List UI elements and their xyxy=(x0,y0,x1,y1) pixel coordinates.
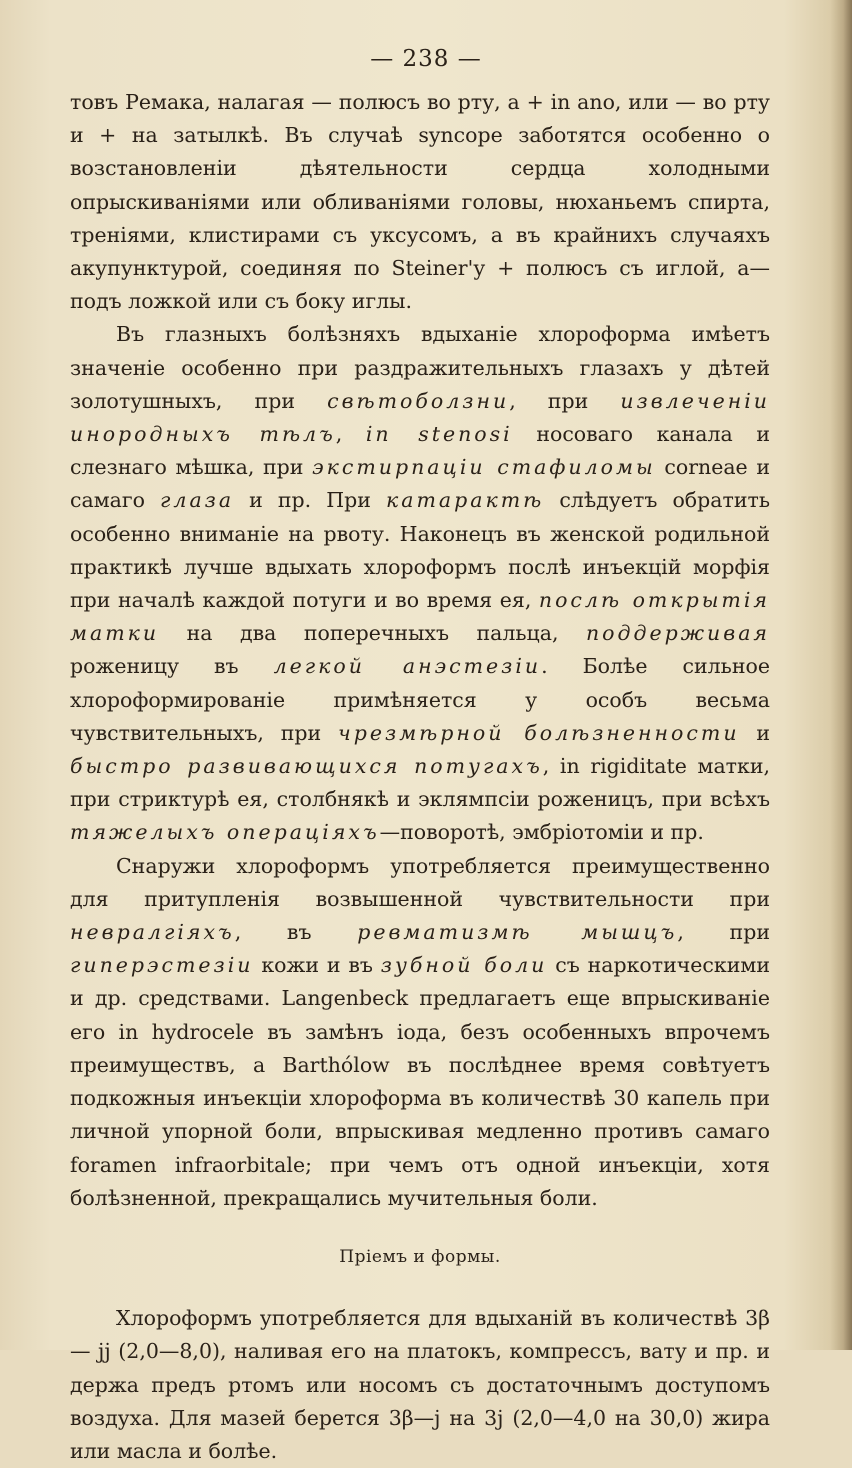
emphasized-term: экстирпаціи стафиломы xyxy=(312,455,656,480)
text-run: Снаружи хлороформъ употребляется преимущественно для притупленія возвышенной чувствительности при xyxy=(70,853,770,911)
text-run: , при xyxy=(509,388,621,413)
emphasized-term: извлеченіи инородныхъ тѣлъ xyxy=(70,388,771,447)
emphasized-term: свѣтоболзни xyxy=(327,388,510,413)
text-run: и пр. При xyxy=(234,488,386,513)
text-run: слѣдуетъ обратить особенно вниманіе на рвоту. Наконецъ въ женской родильной практикѣ лучше вдыхать хлороформъ послѣ инъекцій морфія при началѣ каждой потуги и во время ея, xyxy=(70,488,770,613)
text-run: Въ глазныхъ болѣзняхъ вдыханіе хлороформа имѣетъ значеніе особенно при раздражительныхъ глазахъ у дѣтей золотушныхъ, при xyxy=(70,322,770,413)
paragraph xyxy=(70,318,770,849)
paragraph xyxy=(70,850,770,1215)
text-run: , xyxy=(335,422,366,447)
page-number: — 238 — xyxy=(370,46,482,72)
text-run: и xyxy=(739,720,770,745)
emphasized-term: поддерживая xyxy=(585,621,770,646)
paragraphs-container xyxy=(70,86,770,1215)
emphasized-term: послѣ открытія матки xyxy=(70,588,770,646)
page-edge-shadow xyxy=(830,0,852,1350)
text-run: кожи и въ xyxy=(253,953,381,978)
section-heading: Пріемъ и формы. xyxy=(339,1246,501,1267)
text-run: corneae и самаго xyxy=(70,455,771,513)
final-paragraph: Хлороформъ употребляется для вдыханій въ количествѣ 3β — jj (2,0—8,0), наливая его на платокъ, компрессъ, вату и пр. и держа предъ ртомъ или носомъ съ достаточнымъ доступомъ воздуха. Для мазей берется 3β—j на 3j (2,0—4,0 на 30,0) жира или масла и болѣе. xyxy=(70,1306,770,1463)
page-body xyxy=(70,86,770,1468)
text-run: съ наркотическими и др. средствами. Langenbeck предлагаетъ еще впрыскиваніе его in hydrocele въ замѣнъ іода, безъ особенныхъ впрочемъ преимуществъ, а Barthólow въ послѣднее время совѣтуетъ подкожныя инъекціи хлороформа въ количествѣ 30 капель при личной упорной боли, впрыскивая медленно противъ самаго foramen infraorbitale; при чемъ отъ одной инъекціи, хотя болѣзненной, прекращались мучительныя боли. xyxy=(70,953,770,1210)
emphasized-term: чрезмѣрной болѣзненности xyxy=(338,720,740,745)
emphasized-term: in stenosi xyxy=(365,422,513,447)
text-run: , in rigiditate матки, при стриктурѣ ея, столбнякѣ и эклямпсіи роженицъ, при всѣхъ xyxy=(70,754,771,812)
text-run: —поворотѣ, эмбріотоміи и пр. xyxy=(379,820,704,845)
emphasized-term: зубной боли xyxy=(380,953,548,978)
text-run: , въ xyxy=(234,920,358,945)
emphasized-term: катарактѣ xyxy=(386,488,545,513)
text-run: . Болѣе сильное хлороформированіе примѣняется у особъ весьма чувствительныхъ, при xyxy=(70,654,770,745)
text-run: носоваго канала и слезнаго мѣшка, при xyxy=(70,422,770,480)
emphasized-term: тяжелыхъ операціяхъ xyxy=(70,820,380,845)
text-run: , при xyxy=(677,920,771,945)
text-run: товъ Ремака, налагая — полюсъ во рту, а + in ano, или — во рту и + на затылкѣ. Въ случаѣ syncope заботятся особенно о возстановленіи дѣятельности сердца холодными опрыскиваніями или обливаніями головы, нюханьемъ спирта, треніями, клистирами съ уксусомъ, а въ крайнихъ случаяхъ акупунктурой, соединяя по Steiner'у + полюсъ съ иглой, а—подъ ложкой или съ боку иглы. xyxy=(70,90,770,314)
emphasized-term: ревматизмѣ мышцъ xyxy=(357,920,678,945)
text-run: роженицу въ xyxy=(70,654,274,679)
emphasized-term: гиперэстезіи xyxy=(70,953,254,978)
emphasized-term: глаза xyxy=(160,488,235,513)
text-run: на два поперечныхъ пальца, xyxy=(159,621,586,646)
emphasized-term: легкой анэстезіи xyxy=(273,654,542,679)
emphasized-term: быстро развивающихся потугахъ xyxy=(70,754,543,779)
paragraph xyxy=(70,86,770,318)
emphasized-term: невралгіяхъ xyxy=(70,920,235,945)
